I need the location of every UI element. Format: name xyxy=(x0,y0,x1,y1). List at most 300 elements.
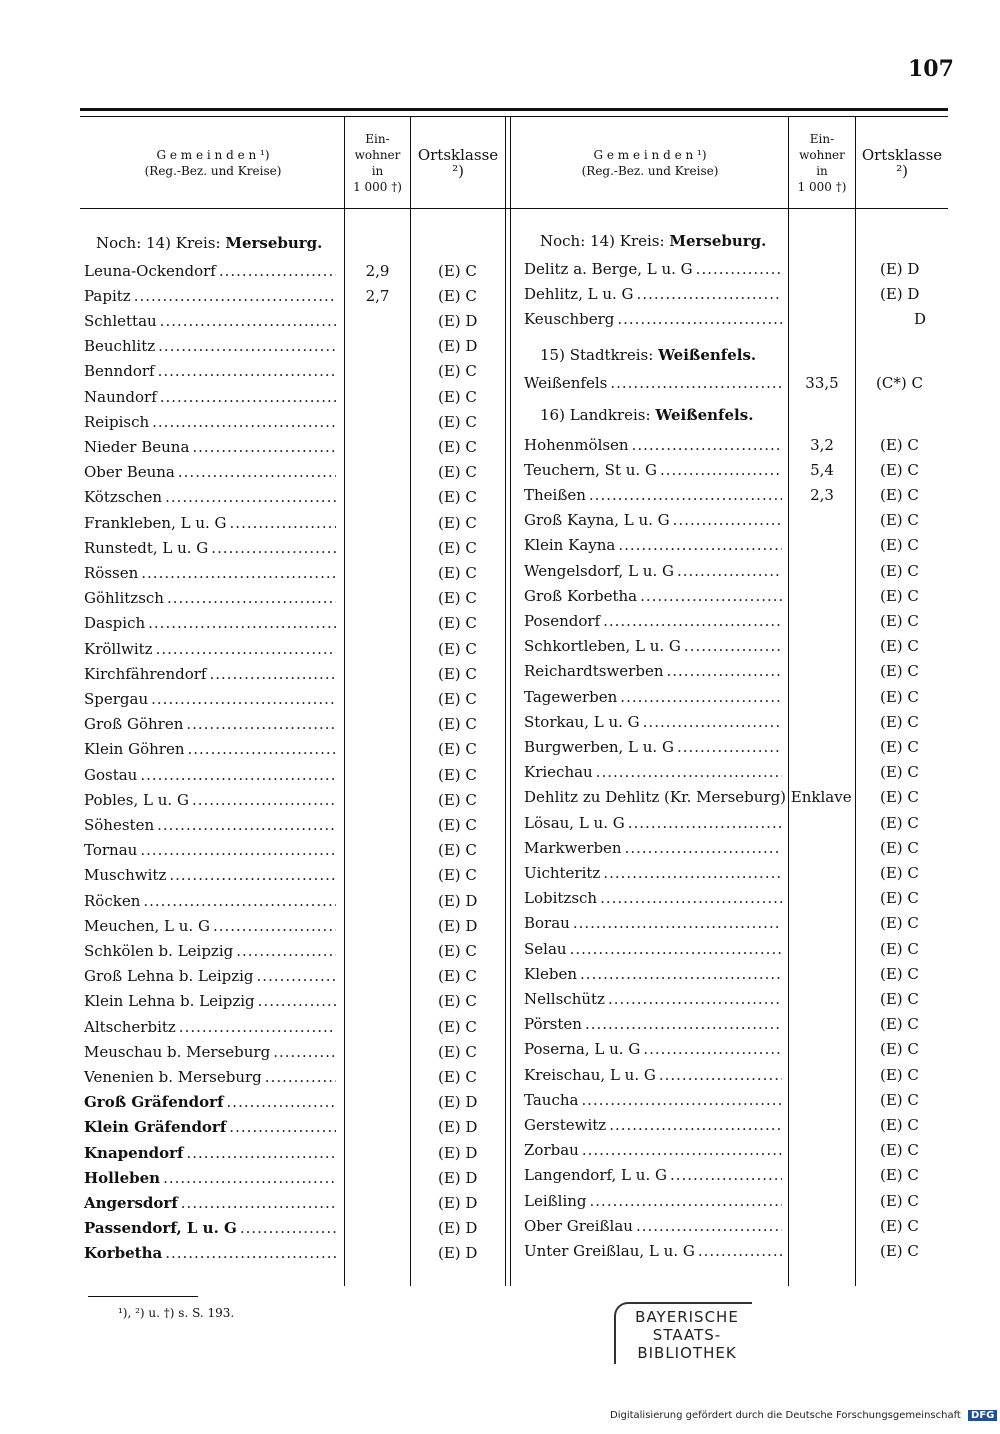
table-row xyxy=(84,409,336,434)
einwohner-value xyxy=(345,686,410,711)
gemeinde-name: Uichteritz xyxy=(524,863,601,882)
ortsklasse-value: (E) C xyxy=(438,941,477,960)
leader-dots xyxy=(590,1192,782,1210)
table-row xyxy=(84,989,336,1014)
einwohner-value: 2,3 xyxy=(810,485,834,504)
table-row xyxy=(84,636,336,661)
section-prefix: Noch: 14) Kreis: xyxy=(540,232,665,250)
einwohner-value xyxy=(789,734,855,759)
gemeinde-name: Klein Gräfendorf xyxy=(84,1118,227,1137)
einwohner-value xyxy=(789,886,855,911)
leader-dots xyxy=(157,816,336,834)
ortsklasse-value: (C*) C xyxy=(876,373,923,392)
gemeinde-name: Leuna-Ockendorf xyxy=(84,261,216,280)
einwohner-value xyxy=(789,1138,855,1163)
gemeinde-name: Runstedt, L u. G xyxy=(84,538,209,557)
gemeinde-name: Gerstewitz xyxy=(524,1115,607,1134)
ortsklasse-value: (E) C xyxy=(880,1166,919,1185)
leader-dots xyxy=(188,740,337,758)
gemeinde-name: Papitz xyxy=(84,286,131,305)
table-row xyxy=(84,712,336,737)
leader-dots xyxy=(169,866,336,884)
leader-dots xyxy=(660,461,782,479)
ortsklasse-value: (E) C xyxy=(880,611,919,630)
leader-dots xyxy=(181,1194,336,1212)
table-row xyxy=(524,860,782,885)
table-row xyxy=(524,709,782,734)
ortsklasse-value: (E) C xyxy=(880,1141,919,1160)
gemeinde-name: Tagewerben xyxy=(524,687,618,706)
header-ortsklasse-label: Ortsklasse ²) xyxy=(861,146,943,180)
gemeinde-name: Schkölen b. Leipzig xyxy=(84,941,234,960)
table-row xyxy=(524,1112,782,1137)
leader-dots xyxy=(643,1040,782,1058)
table-row xyxy=(524,1037,782,1062)
table-row xyxy=(84,283,336,308)
gemeinde-name: Storkau, L u. G xyxy=(524,712,640,731)
leader-dots xyxy=(617,310,782,328)
einwohner-value xyxy=(789,1012,855,1037)
digitization-note-text: Digitalisierung gefördert durch die Deutsche Forschungsgemeinschaft xyxy=(610,1410,961,1421)
section-name: Weißenfels. xyxy=(658,346,757,364)
table-row xyxy=(524,608,782,633)
leader-dots xyxy=(186,1144,336,1162)
leader-dots xyxy=(570,940,782,958)
gemeinde-name: Benndorf xyxy=(84,362,155,381)
gemeinde-name: Teuchern, St u. G xyxy=(524,460,657,479)
einwohner-value: 3,2 xyxy=(810,435,834,454)
gemeinde-name: Nieder Beuna xyxy=(84,437,190,456)
einwohner-value xyxy=(345,838,410,863)
gemeinde-name: Taucha xyxy=(524,1090,579,1109)
table-row xyxy=(84,560,336,585)
ortsklasse-value: (E) C xyxy=(438,1067,477,1086)
ortsklasse-value: (E) C xyxy=(880,1065,919,1084)
einwohner-value xyxy=(789,306,855,331)
header-einwohner-line: 1 000 †) xyxy=(797,180,847,194)
ortsklasse-value: (E) C xyxy=(438,715,477,734)
einwohner-value xyxy=(789,1163,855,1188)
table-row xyxy=(524,1062,782,1087)
table-row xyxy=(524,281,782,306)
ortsklasse-value: (E) C xyxy=(880,1115,919,1134)
gemeinde-name: Selau xyxy=(524,939,567,958)
table-row xyxy=(84,1216,336,1241)
gemeinde-name: Frankleben, L u. G xyxy=(84,513,227,532)
table-row xyxy=(84,1165,336,1190)
gemeinde-name: Knapendorf xyxy=(84,1143,184,1162)
ortsklasse-value: (E) D xyxy=(438,1193,478,1212)
table-row xyxy=(84,888,336,913)
einwohner-value xyxy=(345,460,410,485)
gemeinde-name: Reichardtswerben xyxy=(524,662,664,681)
leader-dots xyxy=(229,1118,336,1136)
leader-dots xyxy=(625,839,782,857)
leader-dots xyxy=(610,374,782,392)
ortsklasse-value: (E) C xyxy=(880,989,919,1008)
leader-dots xyxy=(589,486,782,504)
header-top-rule xyxy=(80,116,948,117)
header-einwohner-line: wohner xyxy=(799,148,845,162)
gemeinde-name: Schlettau xyxy=(84,311,157,330)
ortsklasse-value: (E) C xyxy=(438,538,477,557)
table-row xyxy=(84,308,336,333)
einwohner-value xyxy=(345,485,410,510)
einwohner-value xyxy=(345,1190,410,1215)
leader-dots xyxy=(582,1141,782,1159)
einwohner-value xyxy=(789,1037,855,1062)
leader-dots xyxy=(677,562,782,580)
table-row xyxy=(84,258,336,283)
table-row xyxy=(84,661,336,686)
ortsklasse-value: (E) D xyxy=(438,1219,478,1238)
gemeinde-name: Venenien b. Merseburg xyxy=(84,1067,262,1086)
einwohner-value xyxy=(345,812,410,837)
leader-dots xyxy=(179,1018,336,1036)
einwohner-value xyxy=(789,936,855,961)
ortsklasse-value: (E) C xyxy=(438,614,477,633)
leader-dots xyxy=(143,892,336,910)
ortsklasse-value: (E) C xyxy=(438,589,477,608)
stamp-line: BIBLIOTHEK xyxy=(637,1344,737,1362)
gemeinde-name: Daspich xyxy=(84,614,146,633)
table-row xyxy=(84,1241,336,1266)
ortsklasse-value: (E) C xyxy=(438,740,477,759)
table-row xyxy=(524,1087,782,1112)
gemeinde-name: Passendorf, L u. G xyxy=(84,1219,237,1238)
ortsklasse-value: (E) C xyxy=(438,967,477,986)
gemeinde-name: Kreischau, L u. G xyxy=(524,1065,656,1084)
table-row xyxy=(84,611,336,636)
einwohner-value xyxy=(789,533,855,558)
leader-dots xyxy=(192,438,336,456)
einwohner-value xyxy=(345,560,410,585)
einwohner-value xyxy=(345,1064,410,1089)
gemeinde-name: Posendorf xyxy=(524,611,601,630)
table-row xyxy=(84,964,336,989)
gemeinde-name: Lösau, L u. G xyxy=(524,813,625,832)
table-row xyxy=(84,863,336,888)
einwohner-value xyxy=(789,785,855,810)
header-bottom-rule xyxy=(80,208,948,209)
einwohner-value xyxy=(789,860,855,885)
gemeinde-name: Ober Beuna xyxy=(84,463,175,482)
table-row xyxy=(84,812,336,837)
leader-dots xyxy=(670,1166,782,1184)
gemeinde-name: Delitz a. Berge, L u. G xyxy=(524,259,693,278)
table-row xyxy=(84,1190,336,1215)
leader-dots xyxy=(257,967,336,985)
einwohner-value xyxy=(345,1115,410,1140)
einwohner-value: 2,9 xyxy=(365,261,390,280)
einwohner-value xyxy=(789,986,855,1011)
header-gemeinden-sublabel: (Reg.-Bez. und Kreise) xyxy=(581,164,719,178)
table-row xyxy=(84,1115,336,1140)
ortsklasse-value: (E) C xyxy=(880,1090,919,1109)
leader-dots xyxy=(158,337,336,355)
gemeinde-name: Göhlitzsch xyxy=(84,589,164,608)
ortsklasse-value: (E) C xyxy=(438,841,477,860)
header-einwohner-line: wohner xyxy=(354,148,401,162)
gemeinde-name: Altscherbitz xyxy=(84,1017,176,1036)
einwohner-value xyxy=(345,1039,410,1064)
leader-dots xyxy=(165,488,336,506)
table-row xyxy=(524,1012,782,1037)
gemeinde-name: Meuschau b. Merseburg xyxy=(84,1042,271,1061)
table-row xyxy=(524,785,852,810)
table-row xyxy=(524,1213,782,1238)
gemeinde-name: Groß Kayna, L u. G xyxy=(524,511,670,530)
gemeinde-name: Zorbau xyxy=(524,1141,579,1160)
ortsklasse-value: (E) C xyxy=(438,362,477,381)
table-row xyxy=(524,634,782,659)
ortsklasse-value: (E) C xyxy=(880,737,919,756)
einwohner-value xyxy=(789,760,855,785)
einwohner-value xyxy=(789,835,855,860)
leader-dots xyxy=(152,413,336,431)
leader-dots xyxy=(160,388,336,406)
header-einwohner-line: in xyxy=(816,164,828,178)
einwohner-value xyxy=(345,964,410,989)
leader-dots xyxy=(167,589,336,607)
einwohner-value xyxy=(789,508,855,533)
einwohner-value xyxy=(789,583,855,608)
top-rule xyxy=(80,108,948,111)
header-gemeinden-left xyxy=(82,120,344,206)
leader-dots xyxy=(632,436,782,454)
table-row xyxy=(524,432,782,457)
stamp-line: STAATS- xyxy=(652,1326,722,1344)
ortsklasse-value: (E) C xyxy=(438,563,477,582)
ortsklasse-value: (E) C xyxy=(880,536,919,555)
header-einwohner-line: in xyxy=(371,164,384,178)
header-einwohner-right xyxy=(789,120,855,206)
einwohner-value xyxy=(345,1241,410,1266)
leader-dots xyxy=(227,1093,336,1111)
einwohner-value xyxy=(789,608,855,633)
einwohner-value xyxy=(789,256,855,281)
leader-dots xyxy=(265,1068,336,1086)
einwohner-value xyxy=(345,1140,410,1165)
table-row xyxy=(84,838,336,863)
gemeinde-name: Klein Göhren xyxy=(84,740,185,759)
ortsklasse-value: (E) D xyxy=(438,1118,478,1137)
gemeinde-name: Meuchen, L u. G xyxy=(84,916,210,935)
ortsklasse-value: (E) C xyxy=(438,1017,477,1036)
header-ortsklasse-label: Ortsklasse ²) xyxy=(417,146,499,180)
leader-dots xyxy=(580,965,782,983)
gemeinde-name: Rössen xyxy=(84,563,139,582)
header-gemeinden-sublabel: (Reg.-Bez. und Kreise) xyxy=(144,164,282,178)
ortsklasse-value: (E) C xyxy=(880,863,919,882)
section-title-left xyxy=(96,234,322,252)
table-row xyxy=(84,434,336,459)
leader-dots xyxy=(141,564,336,582)
ortsklasse-value: (E) C xyxy=(880,712,919,731)
leader-dots xyxy=(213,917,336,935)
ortsklasse-value: (E) C xyxy=(438,815,477,834)
einwohner-value xyxy=(345,762,410,787)
einwohner-value xyxy=(345,334,410,359)
leader-dots xyxy=(585,1015,782,1033)
einwohner-value xyxy=(345,434,410,459)
gemeinde-name: Söhesten xyxy=(84,815,155,834)
table-row xyxy=(84,586,336,611)
table-row xyxy=(84,1064,336,1089)
header-einwohner-line: Ein- xyxy=(365,132,390,146)
ortsklasse-value: (E) D xyxy=(438,311,478,330)
section-title-right-2 xyxy=(540,346,756,364)
einwohner-value xyxy=(789,1213,855,1238)
gemeinde-name: Weißenfels xyxy=(524,373,608,392)
table-row xyxy=(84,510,336,535)
leader-dots xyxy=(596,763,782,781)
gemeinde-name: Dehlitz, L u. G xyxy=(524,284,634,303)
leader-dots xyxy=(608,990,782,1008)
leader-dots xyxy=(258,992,336,1010)
ortsklasse-value: (E) D xyxy=(438,1244,478,1263)
table-row xyxy=(524,659,782,684)
gemeinde-name: Hohenmölsen xyxy=(524,435,629,454)
ortsklasse-value: (E) C xyxy=(438,765,477,784)
ortsklasse-value: (E) C xyxy=(438,664,477,683)
ortsklasse-value: (E) D xyxy=(880,284,920,303)
table-row xyxy=(84,1090,336,1115)
gemeinde-name: Angersdorf xyxy=(84,1193,178,1212)
gemeinde-name: Unter Greißlau, L u. G xyxy=(524,1241,695,1260)
leader-dots xyxy=(684,637,782,655)
page-number: 107 xyxy=(908,56,954,82)
gemeinde-name: Holleben xyxy=(84,1168,161,1187)
gemeinde-name: Klein Lehna b. Leipzig xyxy=(84,992,255,1011)
ortsklasse-value: (E) C xyxy=(438,1042,477,1061)
ortsklasse-value: (E) C xyxy=(438,463,477,482)
table-row xyxy=(84,334,336,359)
header-ortsklasse-left xyxy=(411,120,505,206)
leader-dots xyxy=(620,688,782,706)
table-row xyxy=(84,535,336,560)
leader-dots xyxy=(618,536,782,554)
ortsklasse-value: (E) C xyxy=(880,914,919,933)
table-row xyxy=(524,734,782,759)
einwohner-value xyxy=(345,913,410,938)
table-row xyxy=(524,986,782,1011)
gemeinde-name: Beuchlitz xyxy=(84,337,156,356)
header-ortsklasse-right xyxy=(856,120,948,206)
gemeinde-name: Tornau xyxy=(84,841,138,860)
gemeinde-name: Theißen xyxy=(524,485,586,504)
table-row xyxy=(524,533,782,558)
leader-dots xyxy=(165,1244,336,1262)
einwohner-value xyxy=(345,510,410,535)
table-row xyxy=(524,1238,782,1263)
gemeinde-name: Groß Korbetha xyxy=(524,586,638,605)
gemeinde-name: Nellschütz xyxy=(524,989,605,1008)
leader-dots xyxy=(603,612,782,630)
table-row xyxy=(524,810,782,835)
leader-dots xyxy=(140,766,336,784)
leader-dots xyxy=(637,285,782,303)
gemeinde-name: Schkortleben, L u. G xyxy=(524,637,681,656)
leader-dots xyxy=(160,312,336,330)
einwohner-value xyxy=(789,1238,855,1263)
leader-dots xyxy=(230,514,336,532)
stamp-line: BAYERISCHE xyxy=(635,1308,739,1326)
einwohner-value xyxy=(789,709,855,734)
table-row xyxy=(84,1014,336,1039)
leader-dots xyxy=(640,587,782,605)
einwohner-value xyxy=(345,611,410,636)
einwohner-value xyxy=(345,1090,410,1115)
table-row xyxy=(524,684,782,709)
gemeinde-name: Lobitzsch xyxy=(524,889,598,908)
leader-dots xyxy=(163,1169,336,1187)
einwohner-value xyxy=(789,1062,855,1087)
middle-double-divider xyxy=(505,116,511,1286)
einwohner-value xyxy=(345,1014,410,1039)
einwohner-value xyxy=(345,888,410,913)
header-einwohner-left xyxy=(345,120,410,206)
leader-dots xyxy=(151,690,336,708)
gemeinde-name: Groß Lehna b. Leipzig xyxy=(84,967,254,986)
ortsklasse-value: (E) C xyxy=(880,435,919,454)
ortsklasse-value: (E) C xyxy=(880,1191,919,1210)
gemeinde-name: Klein Kayna xyxy=(524,536,616,555)
leader-dots xyxy=(211,539,336,557)
einwohner-value xyxy=(345,989,410,1014)
dfg-logo-icon: DFG xyxy=(968,1410,997,1421)
table-row xyxy=(524,886,782,911)
einwohner-value xyxy=(345,863,410,888)
gemeinde-name: Burgwerben, L u. G xyxy=(524,737,674,756)
section-prefix: Noch: 14) Kreis: xyxy=(96,234,221,252)
gemeinde-name: Groß Gräfendorf xyxy=(84,1093,224,1112)
table-row xyxy=(84,485,336,510)
section-prefix: 15) Stadtkreis: xyxy=(540,346,654,364)
leader-dots xyxy=(636,1217,782,1235)
table-row xyxy=(524,936,782,961)
table-row xyxy=(84,1039,336,1064)
einwohner-value: 5,4 xyxy=(810,460,834,479)
ortsklasse-value: (E) C xyxy=(880,511,919,530)
einwohner-value xyxy=(345,737,410,762)
einwohner-value xyxy=(345,586,410,611)
ortsklasse-value: (E) C xyxy=(880,838,919,857)
einwohner-value xyxy=(345,359,410,384)
ortsklasse-value: (E) C xyxy=(880,1015,919,1034)
ortsklasse-value: (E) C xyxy=(438,866,477,885)
leader-dots xyxy=(581,1091,782,1109)
einwohner-value xyxy=(789,961,855,986)
ortsklasse-value: (E) D xyxy=(438,916,478,935)
gemeinde-name: Wengelsdorf, L u. G xyxy=(524,561,674,580)
gemeinde-name: Pörsten xyxy=(524,1015,582,1034)
gemeinde-name: Muschwitz xyxy=(84,866,167,885)
section-prefix: 16) Landkreis: xyxy=(540,406,651,424)
table-row xyxy=(524,558,782,583)
einwohner-value xyxy=(345,1165,410,1190)
einwohner-value xyxy=(789,1087,855,1112)
leader-dots xyxy=(677,738,782,756)
ortsklasse-value: (E) C xyxy=(880,763,919,782)
einwohner-value xyxy=(345,1216,410,1241)
table-row xyxy=(84,913,336,938)
einwohner-value xyxy=(789,1188,855,1213)
table-row xyxy=(524,482,782,507)
leader-dots xyxy=(273,1043,336,1061)
section-name: Merseburg. xyxy=(225,234,323,252)
leader-dots xyxy=(673,511,782,529)
